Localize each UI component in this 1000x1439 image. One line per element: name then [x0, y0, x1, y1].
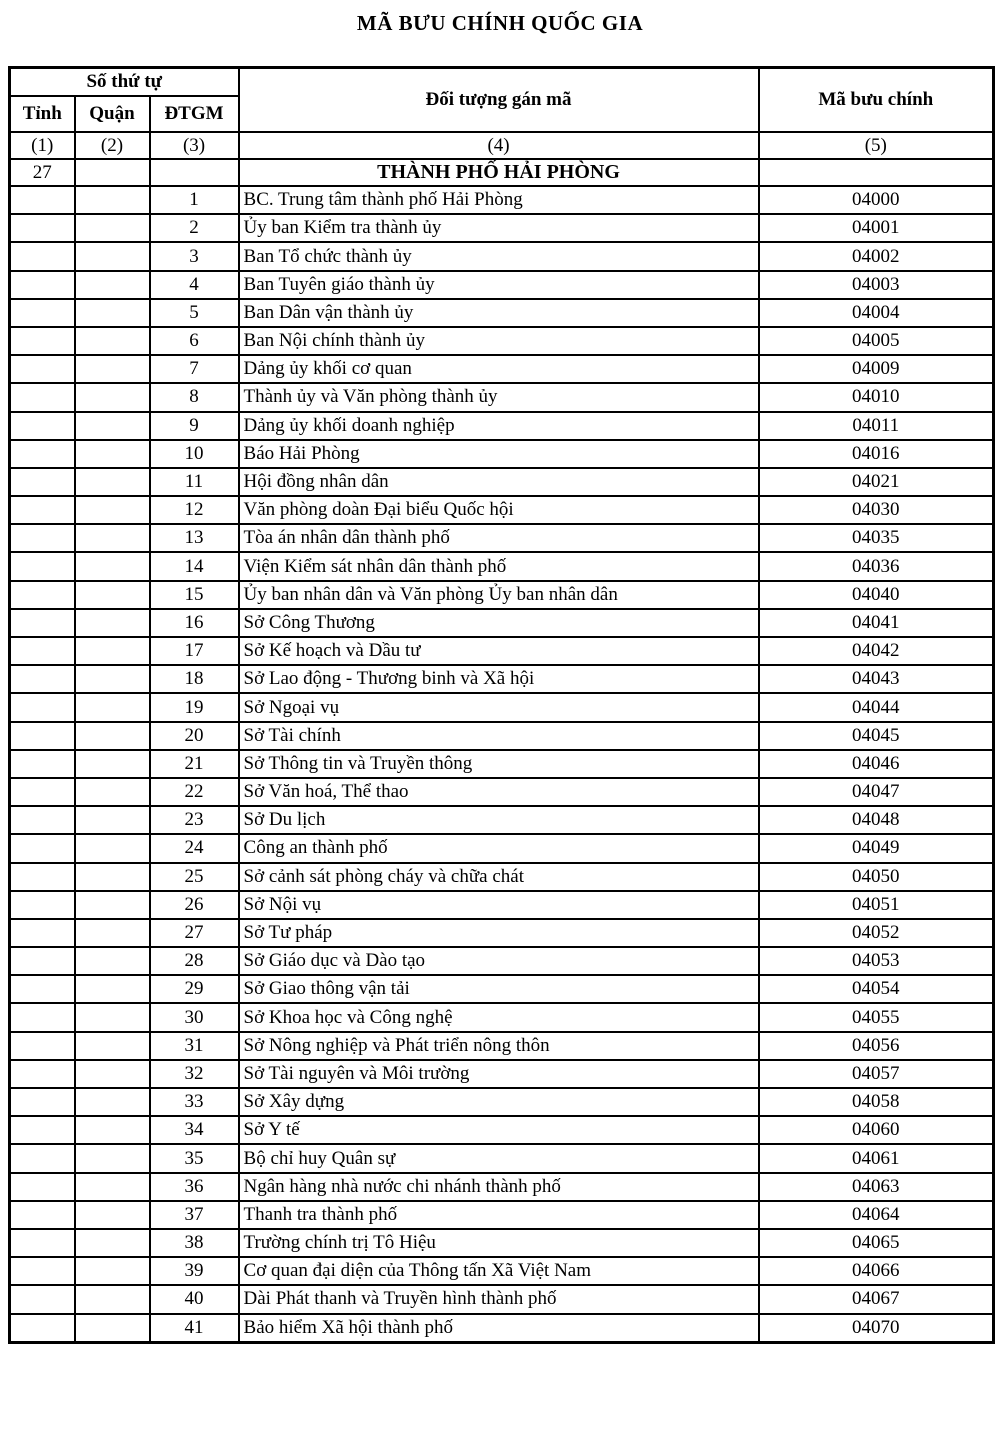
section-empty-dtgm [150, 159, 239, 186]
cell-dtgm-number: 37 [150, 1201, 239, 1229]
cell-dtgm-number: 35 [150, 1144, 239, 1172]
header-dtgm: ĐTGM [150, 96, 239, 132]
cell-object-name: Sở Xây dựng [239, 1088, 759, 1116]
cell-quan [75, 1229, 150, 1257]
cell-dtgm-number: 15 [150, 581, 239, 609]
cell-dtgm-number: 7 [150, 355, 239, 383]
cell-quan [75, 271, 150, 299]
cell-object-name: Dài Phát thanh và Truyền hình thành phố [239, 1285, 759, 1313]
cell-postal-code: 04063 [759, 1173, 994, 1201]
table-row [10, 581, 994, 609]
cell-object-name: Dảng ủy khối cơ quan [239, 355, 759, 383]
cell-quan [75, 412, 150, 440]
table-row [10, 693, 994, 721]
cell-dtgm-number: 30 [150, 1003, 239, 1031]
table-row [10, 722, 994, 750]
cell-dtgm-number: 31 [150, 1032, 239, 1060]
cell-dtgm-number: 10 [150, 440, 239, 468]
table-row [10, 1173, 994, 1201]
cell-object-name: Sở Y tế [239, 1116, 759, 1144]
table-row [10, 1060, 994, 1088]
table-row [10, 271, 994, 299]
cell-dtgm-number: 19 [150, 693, 239, 721]
cell-tinh [10, 299, 75, 327]
cell-dtgm-number: 12 [150, 496, 239, 524]
cell-object-name: Sở Văn hoá, Thể thao [239, 778, 759, 806]
cell-quan [75, 327, 150, 355]
header-doi-tuong-gan-ma: Đối tượng gán mã [239, 68, 759, 133]
section-province-number: 27 [10, 159, 75, 186]
header-ma-buu-chinh: Mã bưu chính [759, 68, 994, 133]
cell-tinh [10, 1060, 75, 1088]
cell-postal-code: 04030 [759, 496, 994, 524]
cell-tinh [10, 863, 75, 891]
index-col-4: (4) [239, 132, 759, 159]
cell-dtgm-number: 5 [150, 299, 239, 327]
cell-quan [75, 778, 150, 806]
cell-postal-code: 04057 [759, 1060, 994, 1088]
cell-object-name: Sở Giáo dục và Dào tạo [239, 947, 759, 975]
cell-object-name: Bộ chỉ huy Quân sự [239, 1144, 759, 1172]
cell-object-name: Ban Dân vận thành ủy [239, 299, 759, 327]
table-row [10, 637, 994, 665]
cell-tinh [10, 1144, 75, 1172]
section-empty-code [759, 159, 994, 186]
cell-object-name: Viện Kiểm sát nhân dân thành phố [239, 552, 759, 580]
cell-tinh [10, 383, 75, 411]
cell-tinh [10, 778, 75, 806]
cell-quan [75, 1088, 150, 1116]
table-row [10, 834, 994, 862]
cell-object-name: BC. Trung tâm thành phố Hải Phòng [239, 186, 759, 214]
cell-postal-code: 04041 [759, 609, 994, 637]
cell-tinh [10, 1116, 75, 1144]
cell-dtgm-number: 14 [150, 552, 239, 580]
cell-quan [75, 919, 150, 947]
cell-object-name: Ban Tổ chức thành ủy [239, 242, 759, 270]
cell-tinh [10, 1003, 75, 1031]
index-col-5: (5) [759, 132, 994, 159]
table-row [10, 1032, 994, 1060]
cell-quan [75, 1201, 150, 1229]
cell-postal-code: 04049 [759, 834, 994, 862]
cell-quan [75, 722, 150, 750]
cell-postal-code: 04046 [759, 750, 994, 778]
cell-tinh [10, 355, 75, 383]
cell-quan [75, 665, 150, 693]
cell-quan [75, 1285, 150, 1313]
table-row [10, 1285, 994, 1313]
cell-object-name: Dảng ủy khối doanh nghiệp [239, 412, 759, 440]
cell-tinh [10, 609, 75, 637]
cell-tinh [10, 271, 75, 299]
table-row [10, 806, 994, 834]
cell-quan [75, 947, 150, 975]
cell-quan [75, 693, 150, 721]
cell-tinh [10, 665, 75, 693]
cell-dtgm-number: 38 [150, 1229, 239, 1257]
cell-quan [75, 834, 150, 862]
index-col-3: (3) [150, 132, 239, 159]
cell-quan [75, 496, 150, 524]
cell-tinh [10, 496, 75, 524]
table-row [10, 552, 994, 580]
cell-tinh [10, 1285, 75, 1313]
header-so-thu-tu: Số thứ tự [10, 68, 239, 97]
index-col-2: (2) [75, 132, 150, 159]
section-empty-quan [75, 159, 150, 186]
cell-postal-code: 04058 [759, 1088, 994, 1116]
cell-dtgm-number: 26 [150, 891, 239, 919]
cell-postal-code: 04061 [759, 1144, 994, 1172]
cell-quan [75, 299, 150, 327]
cell-quan [75, 552, 150, 580]
table-row [10, 1314, 994, 1343]
cell-object-name: Sở Tài chính [239, 722, 759, 750]
cell-postal-code: 04050 [759, 863, 994, 891]
cell-tinh [10, 1314, 75, 1343]
cell-postal-code: 04005 [759, 327, 994, 355]
cell-dtgm-number: 8 [150, 383, 239, 411]
cell-postal-code: 04060 [759, 1116, 994, 1144]
cell-dtgm-number: 2 [150, 214, 239, 242]
cell-object-name: Sở Giao thông vận tải [239, 975, 759, 1003]
cell-object-name: Ủy ban nhân dân và Văn phòng Ủy ban nhân dân [239, 581, 759, 609]
cell-tinh [10, 637, 75, 665]
cell-tinh [10, 412, 75, 440]
cell-postal-code: 04040 [759, 581, 994, 609]
table-row [10, 1144, 994, 1172]
cell-postal-code: 04011 [759, 412, 994, 440]
cell-object-name: Sở Tư pháp [239, 919, 759, 947]
cell-postal-code: 04047 [759, 778, 994, 806]
cell-dtgm-number: 9 [150, 412, 239, 440]
cell-object-name: Sở Tài nguyên và Môi trường [239, 1060, 759, 1088]
section-title: THÀNH PHỐ HẢI PHÒNG [239, 159, 759, 186]
cell-tinh [10, 722, 75, 750]
table-header [10, 68, 994, 160]
cell-quan [75, 214, 150, 242]
cell-quan [75, 863, 150, 891]
cell-postal-code: 04045 [759, 722, 994, 750]
cell-dtgm-number: 18 [150, 665, 239, 693]
cell-tinh [10, 750, 75, 778]
table-row [10, 750, 994, 778]
cell-dtgm-number: 28 [150, 947, 239, 975]
cell-object-name: Sở Nông nghiệp và Phát triển nông thôn [239, 1032, 759, 1060]
cell-object-name: Sở Thông tin và Truyền thông [239, 750, 759, 778]
cell-quan [75, 581, 150, 609]
cell-quan [75, 1257, 150, 1285]
cell-dtgm-number: 33 [150, 1088, 239, 1116]
cell-tinh [10, 1229, 75, 1257]
cell-quan [75, 1116, 150, 1144]
cell-object-name: Ban Tuyên giáo thành ủy [239, 271, 759, 299]
table-row [10, 975, 994, 1003]
cell-object-name: Trường chính trị Tô Hiệu [239, 1229, 759, 1257]
cell-postal-code: 04056 [759, 1032, 994, 1060]
cell-postal-code: 04070 [759, 1314, 994, 1343]
table-row [10, 383, 994, 411]
cell-postal-code: 04067 [759, 1285, 994, 1313]
cell-quan [75, 609, 150, 637]
cell-object-name: Sở cảnh sát phòng cháy và chữa chát [239, 863, 759, 891]
cell-dtgm-number: 36 [150, 1173, 239, 1201]
cell-object-name: Sở Khoa học và Công nghệ [239, 1003, 759, 1031]
cell-quan [75, 1314, 150, 1343]
cell-postal-code: 04044 [759, 693, 994, 721]
cell-tinh [10, 891, 75, 919]
cell-quan [75, 637, 150, 665]
cell-postal-code: 04009 [759, 355, 994, 383]
cell-object-name: Tòa án nhân dân thành phố [239, 524, 759, 552]
cell-postal-code: 04001 [759, 214, 994, 242]
cell-dtgm-number: 23 [150, 806, 239, 834]
cell-tinh [10, 581, 75, 609]
cell-postal-code: 04052 [759, 919, 994, 947]
cell-tinh [10, 693, 75, 721]
cell-postal-code: 04043 [759, 665, 994, 693]
table-row [10, 891, 994, 919]
cell-dtgm-number: 3 [150, 242, 239, 270]
table-row [10, 947, 994, 975]
cell-object-name: Sở Kế hoạch và Dầu tư [239, 637, 759, 665]
cell-tinh [10, 524, 75, 552]
cell-tinh [10, 1201, 75, 1229]
cell-postal-code: 04036 [759, 552, 994, 580]
cell-object-name: Ngân hàng nhà nước chi nhánh thành phố [239, 1173, 759, 1201]
cell-dtgm-number: 4 [150, 271, 239, 299]
table-row [10, 412, 994, 440]
cell-tinh [10, 1173, 75, 1201]
cell-dtgm-number: 39 [150, 1257, 239, 1285]
cell-object-name: Cơ quan đại diện của Thông tấn Xã Việt Nam [239, 1257, 759, 1285]
cell-tinh [10, 552, 75, 580]
cell-postal-code: 04016 [759, 440, 994, 468]
index-col-1: (1) [10, 132, 75, 159]
postal-code-table [8, 66, 995, 1344]
cell-tinh [10, 186, 75, 214]
cell-postal-code: 04053 [759, 947, 994, 975]
cell-postal-code: 04065 [759, 1229, 994, 1257]
cell-postal-code: 04051 [759, 891, 994, 919]
cell-postal-code: 04002 [759, 242, 994, 270]
cell-dtgm-number: 41 [150, 1314, 239, 1343]
cell-quan [75, 468, 150, 496]
cell-tinh [10, 1032, 75, 1060]
cell-tinh [10, 919, 75, 947]
table-row [10, 863, 994, 891]
table-row [10, 1257, 994, 1285]
cell-quan [75, 750, 150, 778]
cell-dtgm-number: 6 [150, 327, 239, 355]
cell-tinh [10, 327, 75, 355]
cell-dtgm-number: 11 [150, 468, 239, 496]
cell-postal-code: 04003 [759, 271, 994, 299]
table-row [10, 327, 994, 355]
header-quan: Quận [75, 96, 150, 132]
cell-object-name: Sở Ngoại vụ [239, 693, 759, 721]
cell-dtgm-number: 24 [150, 834, 239, 862]
cell-tinh [10, 1257, 75, 1285]
table-row [10, 665, 994, 693]
cell-dtgm-number: 27 [150, 919, 239, 947]
cell-object-name: Hội đồng nhân dân [239, 468, 759, 496]
cell-dtgm-number: 25 [150, 863, 239, 891]
cell-tinh [10, 242, 75, 270]
table-row [10, 1088, 994, 1116]
cell-dtgm-number: 13 [150, 524, 239, 552]
cell-dtgm-number: 17 [150, 637, 239, 665]
cell-postal-code: 04066 [759, 1257, 994, 1285]
table-row [10, 355, 994, 383]
page-title: MÃ BƯU CHÍNH QUỐC GIA [356, 11, 644, 35]
cell-quan [75, 806, 150, 834]
table-row [10, 778, 994, 806]
cell-tinh [10, 806, 75, 834]
table-row [10, 299, 994, 327]
cell-dtgm-number: 22 [150, 778, 239, 806]
header-tinh: Tỉnh [10, 96, 75, 132]
cell-quan [75, 1032, 150, 1060]
cell-dtgm-number: 1 [150, 186, 239, 214]
cell-quan [75, 524, 150, 552]
cell-dtgm-number: 20 [150, 722, 239, 750]
cell-tinh [10, 468, 75, 496]
cell-postal-code: 04035 [759, 524, 994, 552]
section-row [10, 159, 994, 186]
table-row [10, 242, 994, 270]
cell-dtgm-number: 32 [150, 1060, 239, 1088]
cell-tinh [10, 947, 75, 975]
cell-quan [75, 242, 150, 270]
cell-postal-code: 04048 [759, 806, 994, 834]
cell-postal-code: 04054 [759, 975, 994, 1003]
cell-object-name: Ban Nội chính thành ủy [239, 327, 759, 355]
cell-object-name: Ủy ban Kiểm tra thành ủy [239, 214, 759, 242]
table-row [10, 496, 994, 524]
table-row [10, 1229, 994, 1257]
cell-dtgm-number: 16 [150, 609, 239, 637]
cell-quan [75, 383, 150, 411]
cell-quan [75, 1003, 150, 1031]
cell-dtgm-number: 34 [150, 1116, 239, 1144]
cell-object-name: Công an thành phố [239, 834, 759, 862]
cell-postal-code: 04004 [759, 299, 994, 327]
table-row [10, 214, 994, 242]
cell-postal-code: 04021 [759, 468, 994, 496]
table-row [10, 1003, 994, 1031]
table-row [10, 1201, 994, 1229]
cell-object-name: Bảo hiểm Xã hội thành phố [239, 1314, 759, 1343]
table-row [10, 609, 994, 637]
cell-object-name: Sở Lao động - Thương binh và Xã hội [239, 665, 759, 693]
cell-quan [75, 355, 150, 383]
cell-quan [75, 975, 150, 1003]
cell-dtgm-number: 40 [150, 1285, 239, 1313]
cell-object-name: Sở Du lịch [239, 806, 759, 834]
cell-postal-code: 04010 [759, 383, 994, 411]
cell-dtgm-number: 21 [150, 750, 239, 778]
table-row [10, 440, 994, 468]
cell-quan [75, 891, 150, 919]
cell-object-name: Thành ủy và Văn phòng thành ủy [239, 383, 759, 411]
cell-postal-code: 04055 [759, 1003, 994, 1031]
cell-tinh [10, 834, 75, 862]
cell-postal-code: 04000 [759, 186, 994, 214]
table-row [10, 919, 994, 947]
cell-quan [75, 1060, 150, 1088]
cell-quan [75, 440, 150, 468]
cell-tinh [10, 975, 75, 1003]
cell-quan [75, 186, 150, 214]
cell-object-name: Báo Hải Phòng [239, 440, 759, 468]
cell-object-name: Sở Công Thương [239, 609, 759, 637]
cell-quan [75, 1173, 150, 1201]
table-row [10, 524, 994, 552]
cell-object-name: Sở Nội vụ [239, 891, 759, 919]
table-row [10, 468, 994, 496]
cell-postal-code: 04042 [759, 637, 994, 665]
cell-tinh [10, 1088, 75, 1116]
cell-tinh [10, 440, 75, 468]
cell-quan [75, 1144, 150, 1172]
table-row [10, 1116, 994, 1144]
cell-postal-code: 04064 [759, 1201, 994, 1229]
cell-tinh [10, 214, 75, 242]
cell-object-name: Văn phòng doàn Đại biểu Quốc hội [239, 496, 759, 524]
cell-object-name: Thanh tra thành phố [239, 1201, 759, 1229]
table-row [10, 186, 994, 214]
cell-dtgm-number: 29 [150, 975, 239, 1003]
table-body [10, 159, 994, 1342]
